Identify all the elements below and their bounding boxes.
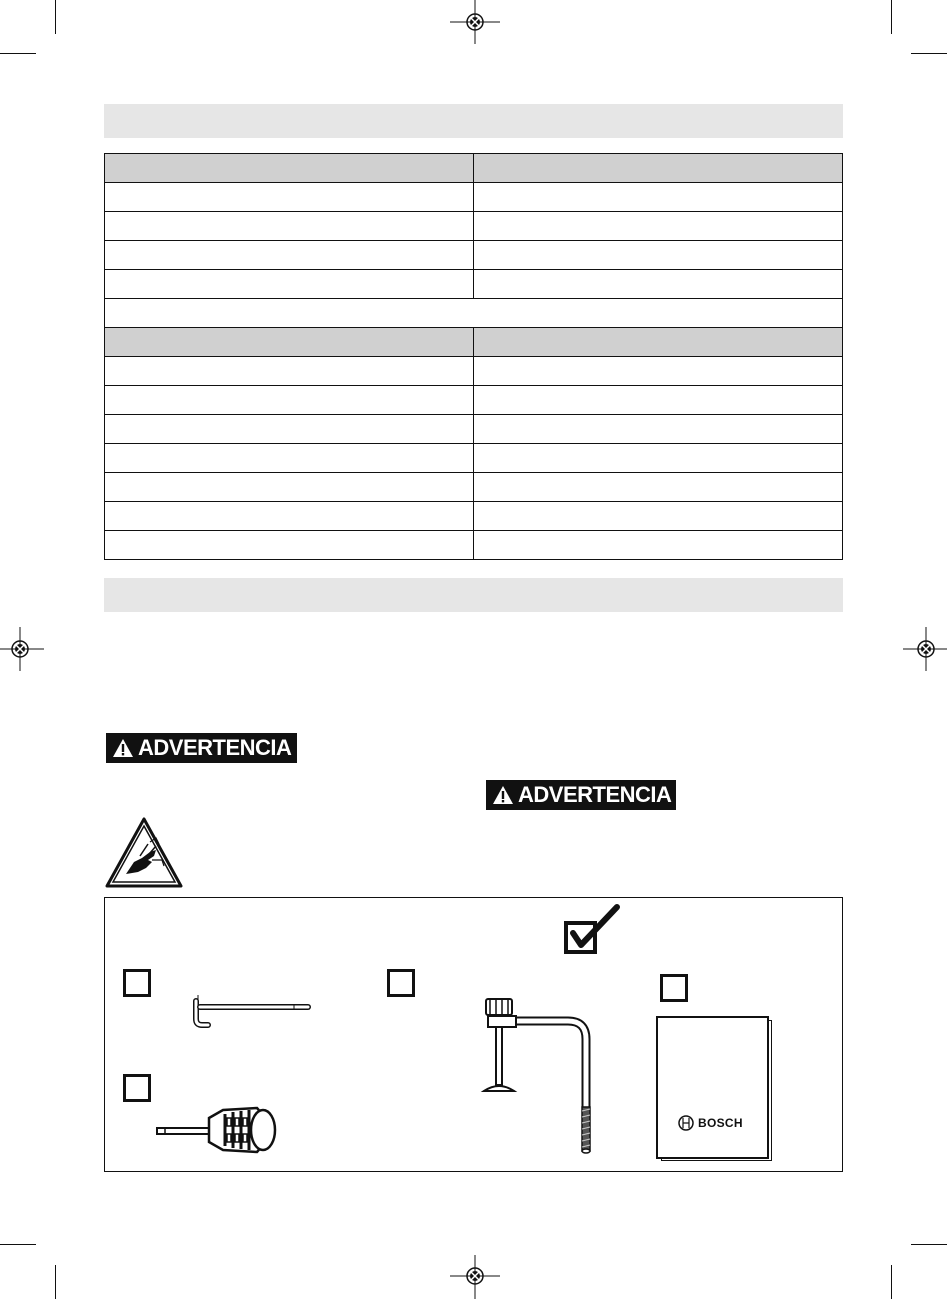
table-row: [105, 444, 843, 473]
table-cell: [105, 328, 474, 357]
specifications-table: [104, 153, 843, 560]
table-header-row: [105, 154, 843, 183]
table-row: [105, 241, 843, 270]
table-cell: [474, 444, 843, 473]
table-row: [105, 270, 843, 299]
table-row: [105, 212, 843, 241]
table-cell: [474, 212, 843, 241]
hand-injury-hazard-icon: [104, 816, 184, 890]
table-cell: [474, 241, 843, 270]
manual-booklet: [656, 1016, 769, 1159]
table-cell: [474, 270, 843, 299]
screwdriver-icon: [155, 1100, 285, 1160]
table-cell: [474, 502, 843, 531]
crop-mark: [0, 1244, 36, 1245]
table-cell: [474, 473, 843, 502]
warning-triangle-icon: [492, 785, 514, 805]
warning-triangle-icon: [112, 738, 134, 758]
warning-badge-1: [106, 733, 297, 763]
crop-mark: [891, 1265, 892, 1299]
warning-badge-label: ADVERTENCIA: [138, 735, 292, 760]
checkbox-manual[interactable]: [660, 974, 688, 1002]
crop-mark: [891, 0, 892, 34]
table-row: [105, 357, 843, 386]
table-cell: [105, 386, 474, 415]
checkmark-box-icon: [563, 903, 621, 955]
table-cell: [474, 154, 843, 183]
registration-mark-left: [0, 627, 44, 671]
section-header-band-accessories: [104, 578, 843, 612]
table-cell: [474, 183, 843, 212]
clamp-icon: [478, 995, 596, 1155]
crop-mark: [911, 1244, 947, 1245]
registration-mark-bottom: [450, 1255, 500, 1299]
table-cell: [105, 357, 474, 386]
brand-name: BOSCH: [698, 1116, 743, 1130]
crop-mark: [0, 53, 36, 54]
section-header-band-specs: [104, 104, 843, 138]
table-cell: [474, 357, 843, 386]
table-cell: [105, 212, 474, 241]
registration-mark-top: [450, 0, 500, 44]
table-cell: [105, 270, 474, 299]
table-row-full-width: [105, 299, 843, 328]
registration-mark-right: [903, 627, 947, 671]
crop-mark: [55, 0, 56, 34]
table-cell: [105, 473, 474, 502]
table-row: [105, 183, 843, 212]
bosch-logo: [678, 1115, 743, 1131]
table-cell: [105, 502, 474, 531]
table-cell: [105, 444, 474, 473]
table-cell: [105, 415, 474, 444]
crop-mark: [911, 53, 947, 54]
table-row: [105, 502, 843, 531]
table-row: [105, 473, 843, 502]
warning-badge-label: ADVERTENCIA: [518, 782, 672, 807]
bosch-armature-icon: [678, 1115, 694, 1131]
table-cell: [105, 241, 474, 270]
crop-mark: [55, 1265, 56, 1299]
table-row: [105, 415, 843, 444]
checkbox-hex-key[interactable]: [123, 969, 151, 997]
table-cell: [105, 531, 474, 560]
warning-badge-2: [486, 780, 676, 810]
table-cell: [474, 531, 843, 560]
table-cell: [105, 154, 474, 183]
table-cell: [474, 386, 843, 415]
table-header-row: [105, 328, 843, 357]
table-cell: [105, 183, 474, 212]
hex-key-icon: [184, 995, 314, 1029]
table-cell: [105, 299, 843, 328]
table-row: [105, 386, 843, 415]
table-cell: [474, 328, 843, 357]
table-cell: [474, 415, 843, 444]
table-row: [105, 531, 843, 560]
checkbox-screwdriver[interactable]: [123, 1074, 151, 1102]
checkbox-clamp[interactable]: [387, 969, 415, 997]
